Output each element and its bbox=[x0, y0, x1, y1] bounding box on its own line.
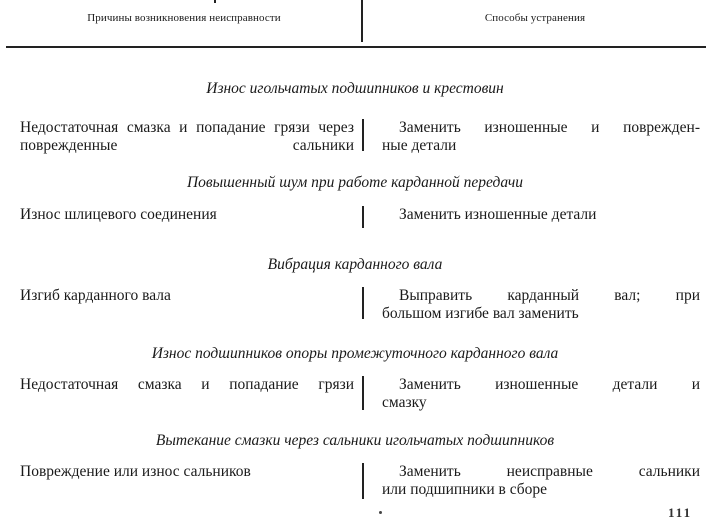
page-number: 111 bbox=[668, 505, 693, 520]
section-title: Износ подшипников опоры промежуточного карданного вала bbox=[151, 345, 559, 362]
header-rule bbox=[6, 46, 706, 48]
column-divider bbox=[362, 119, 364, 151]
remedy-text bbox=[382, 287, 700, 323]
remedy-line-1: Заменить изношенные детали и bbox=[399, 376, 700, 393]
remedy-line-2: или подшипники в сборе bbox=[382, 481, 548, 498]
remedy-line-1: Заменить неисправные сальники bbox=[399, 463, 700, 480]
remedy-line-2: ные детали bbox=[382, 137, 457, 154]
section-title: Износ игольчатых подшипников и крестовин bbox=[206, 80, 504, 97]
print-speck bbox=[214, 0, 216, 3]
remedy-line-2: смазку bbox=[382, 394, 427, 411]
cause-text: Недостаточная смазка и попадание грязи bbox=[20, 376, 354, 393]
print-speck bbox=[379, 511, 382, 514]
cause-text: Недостаточная смазка и попадание грязи через поврежденные сальники bbox=[20, 119, 354, 154]
remedies-column-header: Способы устранения bbox=[484, 12, 586, 24]
remedy-text bbox=[382, 463, 700, 499]
column-divider bbox=[362, 463, 364, 499]
column-divider bbox=[362, 376, 364, 410]
cause-text: Износ шлицевого соединения bbox=[20, 206, 217, 223]
causes-column-header: Причины возникновения неисправности bbox=[87, 12, 281, 24]
remedy-text bbox=[382, 376, 700, 412]
cause-text: Повреждение или износ сальников bbox=[20, 463, 251, 480]
header-column-divider bbox=[361, 0, 363, 42]
remedy-text bbox=[382, 119, 700, 155]
table-header bbox=[0, 0, 710, 48]
remedy-line-1: Выправить карданный вал; при bbox=[399, 287, 700, 304]
column-divider bbox=[362, 287, 364, 319]
section-title: Повышенный шум при работе карданной передачи bbox=[186, 174, 524, 191]
remedy-line-1: Заменить изношенные и поврежден- bbox=[399, 119, 700, 136]
column-divider bbox=[362, 206, 364, 228]
section-title: Вытекание смазки через сальники игольчатых подшипников bbox=[155, 432, 555, 449]
section-title: Вибрация карданного вала bbox=[267, 256, 443, 273]
remedy-text bbox=[382, 206, 700, 224]
remedy-line-2: большом изгибе вал заменить bbox=[382, 305, 579, 322]
cause-text: Изгиб карданного вала bbox=[20, 287, 171, 304]
remedy-line-1: Заменить изношенные детали bbox=[399, 206, 597, 223]
